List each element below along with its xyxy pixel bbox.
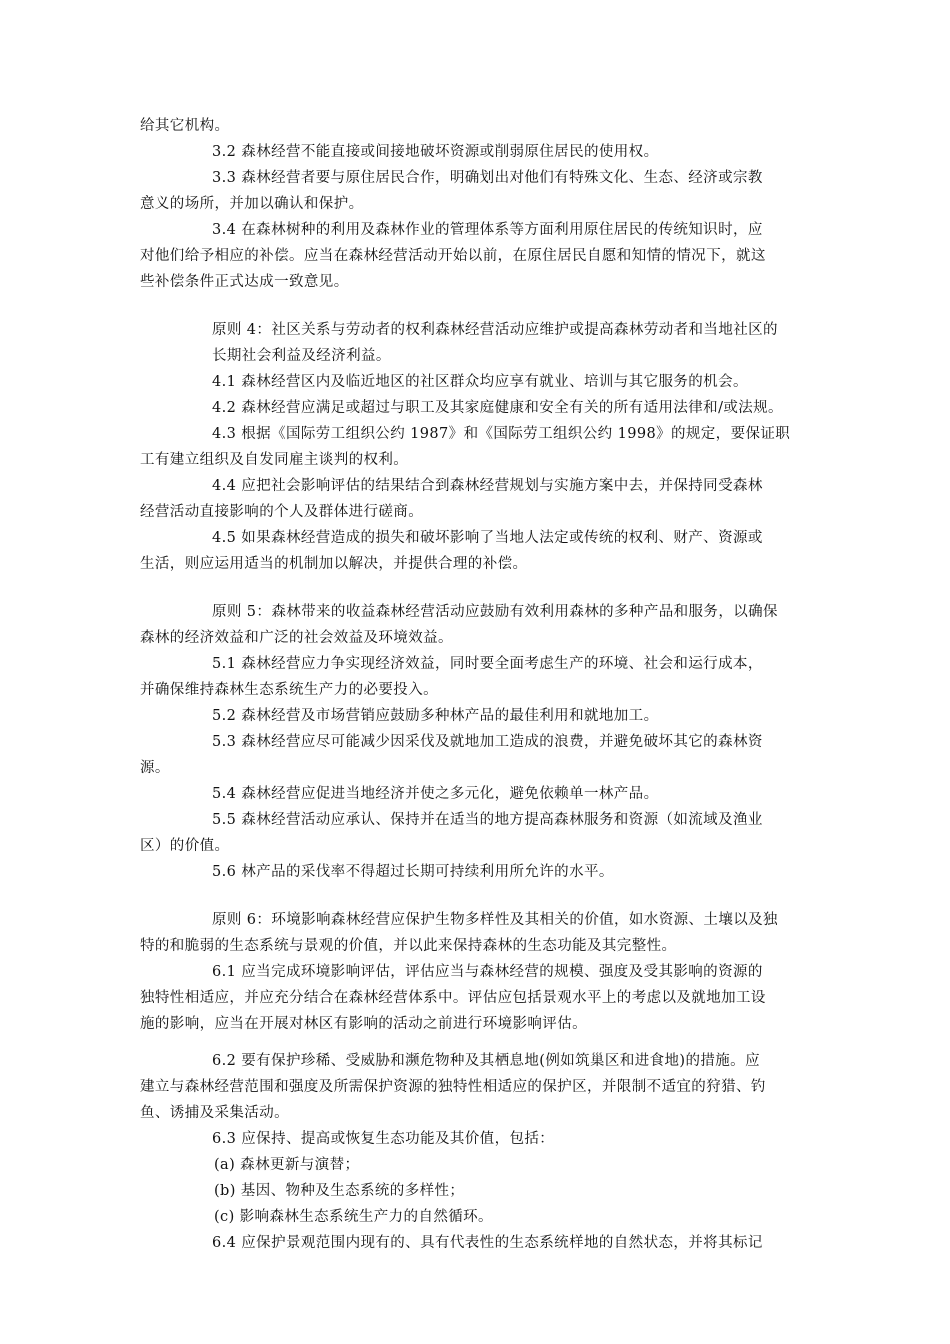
list-item-b: (b) 基因、物种及生态系统的多样性； [214, 1183, 465, 1199]
principle-5-heading: 原则 5：森林带来的收益森林经营活动应鼓励有效利用森林的多种产品和服务，以确保 [212, 604, 778, 620]
text-line: 并确保维持森林生态系统生产力的必要投入。 [140, 682, 438, 698]
text-line: 经营活动直接影响的个人及群体进行磋商。 [140, 504, 424, 520]
clause-4-1: 4.1 森林经营区内及临近地区的社区群众均应享有就业、培训与其它服务的机会。 [212, 374, 748, 390]
text-line: 对他们给予相应的补偿。应当在森林经营活动开始以前，在原住居民自愿和知情的情况下，就这 [140, 248, 766, 264]
text-line: 源。 [140, 760, 170, 776]
clause-5-4: 5.4 森林经营应促进当地经济并使之多元化，避免依赖单一林产品。 [212, 786, 659, 802]
clause-5-5: 5.5 森林经营活动应承认、保持并在适当的地方提高森林服务和资源（如流域及渔业 [212, 812, 763, 828]
clause-4-5: 4.5 如果森林经营造成的损失和破坏影响了当地人法定或传统的权利、财产、资源或 [212, 530, 763, 546]
clause-4-2: 4.2 森林经营应满足或超过与职工及其家庭健康和安全有关的所有适用法律和/或法规。 [212, 400, 783, 416]
clause-6-4: 6.4 应保护景观范围内现有的、具有代表性的生态系统样地的自然状态，并将其标记 [212, 1235, 763, 1251]
text-line: 建立与森林经营范围和强度及所需保护资源的独特性相适应的保护区，并限制不适宜的狩猎、钓 [140, 1079, 766, 1095]
clause-6-1: 6.1 应当完成环境影响评估，评估应当与森林经营的规模、强度及受其影响的资源的 [212, 964, 763, 980]
text-line: 森林的经济效益和广泛的社会效益及环境效益。 [140, 630, 453, 646]
text-line: 特的和脆弱的生态系统与景观的价值，并以此来保持森林的生态功能及其完整性。 [140, 938, 677, 954]
text-line: 鱼、诱捕及采集活动。 [140, 1105, 289, 1121]
principle-4-heading: 原则 4：社区关系与劳动者的权利森林经营活动应维护或提高森林劳动者和当地社区的 [212, 322, 778, 338]
text-line: 工有建立组织及自发同雇主谈判的权利。 [140, 452, 409, 468]
list-item-c: (c) 影响森林生态系统生产力的自然循环。 [214, 1209, 493, 1225]
clause-5-6: 5.6 林产品的采伐率不得超过长期可持续利用所允许的水平。 [212, 864, 614, 880]
text-line: 独特性相适应，并应充分结合在森林经营体系中。评估应包括景观水平上的考虑以及就地加工设 [140, 990, 766, 1006]
principle-4-heading-cont: 长期社会利益及经济利益。 [212, 348, 391, 364]
clause-3-2: 3.2 森林经营不能直接或间接地破坏资源或削弱原住居民的使用权。 [212, 144, 659, 160]
clause-3-4: 3.4 在森林树种的利用及森林作业的管理体系等方面利用原住居民的传统知识时，应 [212, 222, 763, 238]
clause-6-3: 6.3 应保持、提高或恢复生态功能及其价值，包括： [212, 1131, 555, 1147]
clause-5-1: 5.1 森林经营应力争实现经济效益，同时要全面考虑生产的环境、社会和运行成本， [212, 656, 763, 672]
clause-4-4: 4.4 应把社会影响评估的结果结合到森林经营规划与实施方案中去，并保持同受森林 [212, 478, 763, 494]
text-line: 些补偿条件正式达成一致意见。 [140, 274, 349, 290]
clause-5-2: 5.2 森林经营及市场营销应鼓励多种林产品的最佳利用和就地加工。 [212, 708, 659, 724]
clause-3-3: 3.3 森林经营者要与原住居民合作，明确划出对他们有特殊文化、生态、经济或宗教 [212, 170, 763, 186]
list-item-a: (a) 森林更新与演替； [214, 1157, 360, 1173]
clause-4-3: 4.3 根据《国际劳工组织公约 1987》和《国际劳工组织公约 1998》的规定，要保证职 [212, 426, 791, 442]
text-line: 给其它机构。 [140, 118, 230, 134]
text-line: 区）的价值。 [140, 838, 230, 854]
text-line: 意义的场所，并加以确认和保护。 [140, 196, 364, 212]
text-line: 生活，则应运用适当的机制加以解决，并提供合理的补偿。 [140, 556, 528, 572]
principle-6-heading: 原则 6：环境影响森林经营应保护生物多样性及其相关的价值，如水资源、土壤以及独 [212, 912, 778, 928]
text-line: 施的影响，应当在开展对林区有影响的活动之前进行环境影响评估。 [140, 1016, 587, 1032]
clause-5-3: 5.3 森林经营应尽可能减少因采伐及就地加工造成的浪费，并避免破坏其它的森林资 [212, 734, 763, 750]
clause-6-2: 6.2 要有保护珍稀、受威胁和濒危物种及其栖息地(例如筑巢区和进食地)的措施。应 [212, 1053, 760, 1069]
